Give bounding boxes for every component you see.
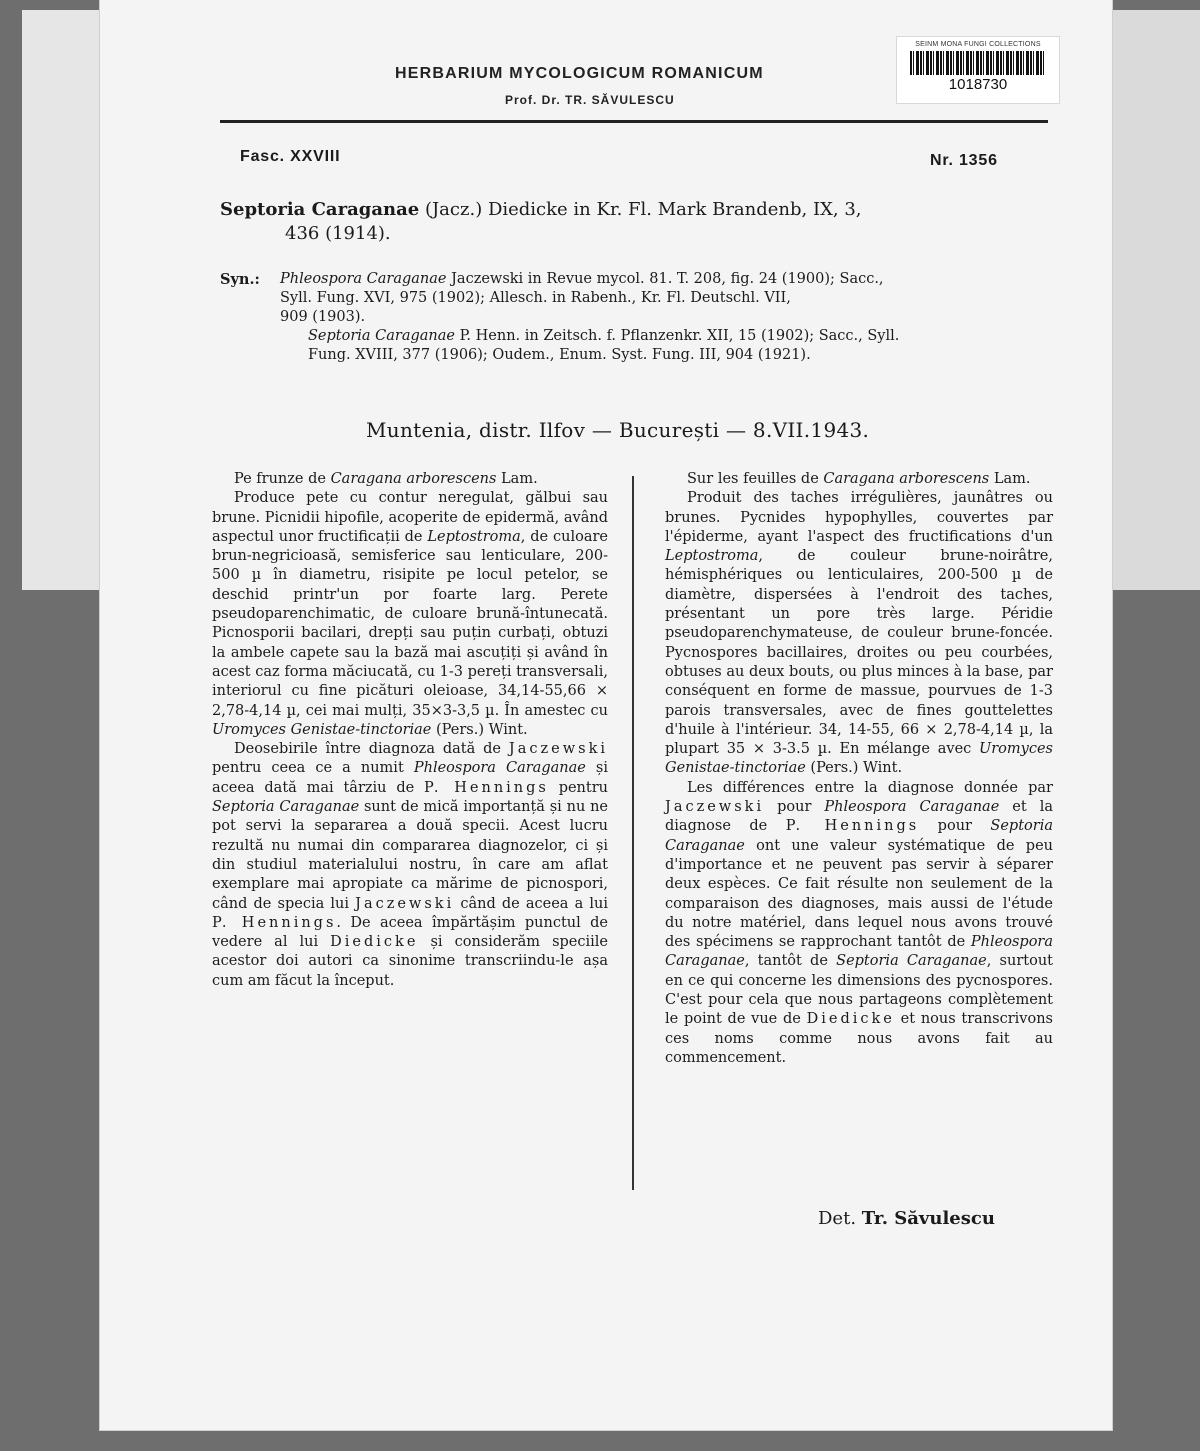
herbarium-subtitle: Prof. Dr. TR. SĂVULESCU [505, 93, 675, 107]
synonym-1-line-2: Syll. Fung. XVI, 975 (1902); Allesch. in Rabenh., Kr. Fl. Deutschl. VII, [280, 290, 791, 306]
fr-paragraph-3: Les différences entre la diagnose donnée par Jaczewski pour Phleospora Caraganae et la diagnose de P. Hennings pour Septoria Caraganae ont une valeur systématique de peu d'importance et ne peuvent pas servir à séparer deux espèces. Ce fait résulte non seulement de la comparaison des diagnoses, mais aussi de l'étude du notre matériel, dans lequel nous avons trouvé des spécimens se rapprochant tantôt de Phleospora Caraganae, tantôt de Septoria Caraganae, surtout en ce qui concerne les dimensions des pycnospores. C'est pour cela que nous partageons complètement le point de vue de Diedicke et nous transcrivons ces noms comme nous avons fait au commencement. [665, 779, 1053, 1066]
determiner-name: Tr. Săvulescu [861, 1208, 995, 1229]
description-french [665, 470, 1053, 1068]
determiner-prefix: Det. [818, 1208, 857, 1229]
collection-locality: Muntenia, distr. Ilfov — București — 8.VII.1943. [366, 418, 870, 442]
column-divider [632, 476, 634, 1190]
species-citation [220, 198, 1055, 246]
determiner [818, 1208, 995, 1229]
species-author: (Jacz.) Diedicke in Kr. Fl. Mark Brandenb, IX, 3, [424, 199, 862, 220]
synonym-2-line-1: Septoria Caraganae P. Henn. in Zeitsch. f. Pflanzenkr. XII, 15 (1902); Sacc., Syll. [308, 328, 900, 344]
ro-paragraph-2: Produce pete cu contur neregulat, gălbui sau brune. Picnidii hipofile, acoperite de epidermă, având aspectul unor fructificații de Leptostroma, de culoare brun-negricioasă, semisferice sau lenticulare, 200-500 µ în diametru, risipite pe locul petelor, se deschid printr'un por foarte larg. Perete pseudoparenchimatic, de culoare brună-întunecată. Picnosporii bacilari, drepți sau puțin curbați, obtuzi la ambele capete sau la bază mai ascuțiți și având în acest caz forma măciucată, cu 1-3 pereți transversali, interiorul cu fine picături oleioase, 34,14-55,66 × 2,78-4,14 µ, cei mai mulți, 35×3-3,5 µ. În amestec cu Uromyces Genistae-tinctoriae (Pers.) Wint. [212, 490, 608, 738]
header-rule [220, 120, 1048, 123]
herbarium-title: HERBARIUM MYCOLOGICUM ROMANICUM [395, 65, 764, 82]
specimen-number: Nr. 1356 [930, 152, 998, 169]
barcode-number: 1018730 [948, 76, 1008, 93]
synonym-2-line-2: Fung. XVIII, 377 (1906); Oudem., Enum. Syst. Fung. III, 904 (1921). [308, 347, 811, 363]
ro-paragraph-3: Deosebirile între diagnoza dată de Jaczewski pentru ceea ce a numit Phleospora Caraganae și aceea dată mai târziu de P. Hennings pentru Septoria Caraganae sunt de mică importanță și nu ne pot servi la separarea a două specii. Acest lucru rezultă nu numai din compararea diagnozelor, ci și din studiul materialului nostru, în care am aflat exemplare mai apropiate ca mărime de picnospori, când de specia lui Jaczewski când de aceea a lui P. Hennings. De aceea împărtășim punctul de vedere al lui Diedicke și considerăm speciile acestor doi autori ca sinonime transcriindu-le așa cum am făcut la început. [212, 741, 609, 989]
ro-paragraph-1: Pe frunze de Caragana arborescens Lam. [234, 471, 538, 487]
barcode-collection: SEINM MONA FUNGI COLLECTIONS [915, 41, 1041, 48]
barcode-bars [910, 51, 1046, 75]
synonym-1-line-3: 909 (1903). [280, 309, 366, 325]
fr-paragraph-2: Produit des taches irrégulières, jaunâtres ou brunes. Pycnides hypophylles, couvertes par l'épiderme, ayant l'aspect des fructifications d'un Leptostroma, de couleur brune-noirâtre, hémisphériques ou lenticulaires, 200-500 µ de diamètre, dispersées à l'endroit des taches, présentant un pore très large. Péridie pseudoparenchymateuse, de couleur brune-foncée. Pycnospores bacillaires, droites ou peu courbées, obtuses au deux bouts, ou plus minces à la base, par conséquent en forme de massue, pourvues de 1-3 parois transversales, avec de fines gouttelettes d'huile à l'intérieur. 34, 14-55, 66 × 2,78-4,14 µ, la plupart 35 × 3-3.5 µ. En mélange avec Uromyces Genistae-tinctoriae (Pers.) Wint. [665, 490, 1053, 777]
synonym-1-line-1: Phleospora Caraganae Jaczewski in Revue mycol. 81. T. 208, fig. 24 (1900); Sacc., [280, 271, 884, 287]
description-romanian [212, 470, 608, 991]
species-name: Septoria Caraganae [220, 199, 420, 220]
synonyms-block [220, 270, 1055, 365]
synonym-2-name: Septoria Caraganae [308, 328, 455, 344]
fascicle-number: Fasc. XXVIII [240, 148, 341, 165]
barcode-label [896, 36, 1060, 104]
synonym-1-name: Phleospora Caraganae [280, 271, 447, 287]
fr-paragraph-1: Sur les feuilles de Caragana arborescens Lam. [687, 471, 1031, 487]
species-citation-cont: 436 (1914). [285, 223, 391, 244]
synonyms-label: Syn.: [220, 271, 260, 288]
